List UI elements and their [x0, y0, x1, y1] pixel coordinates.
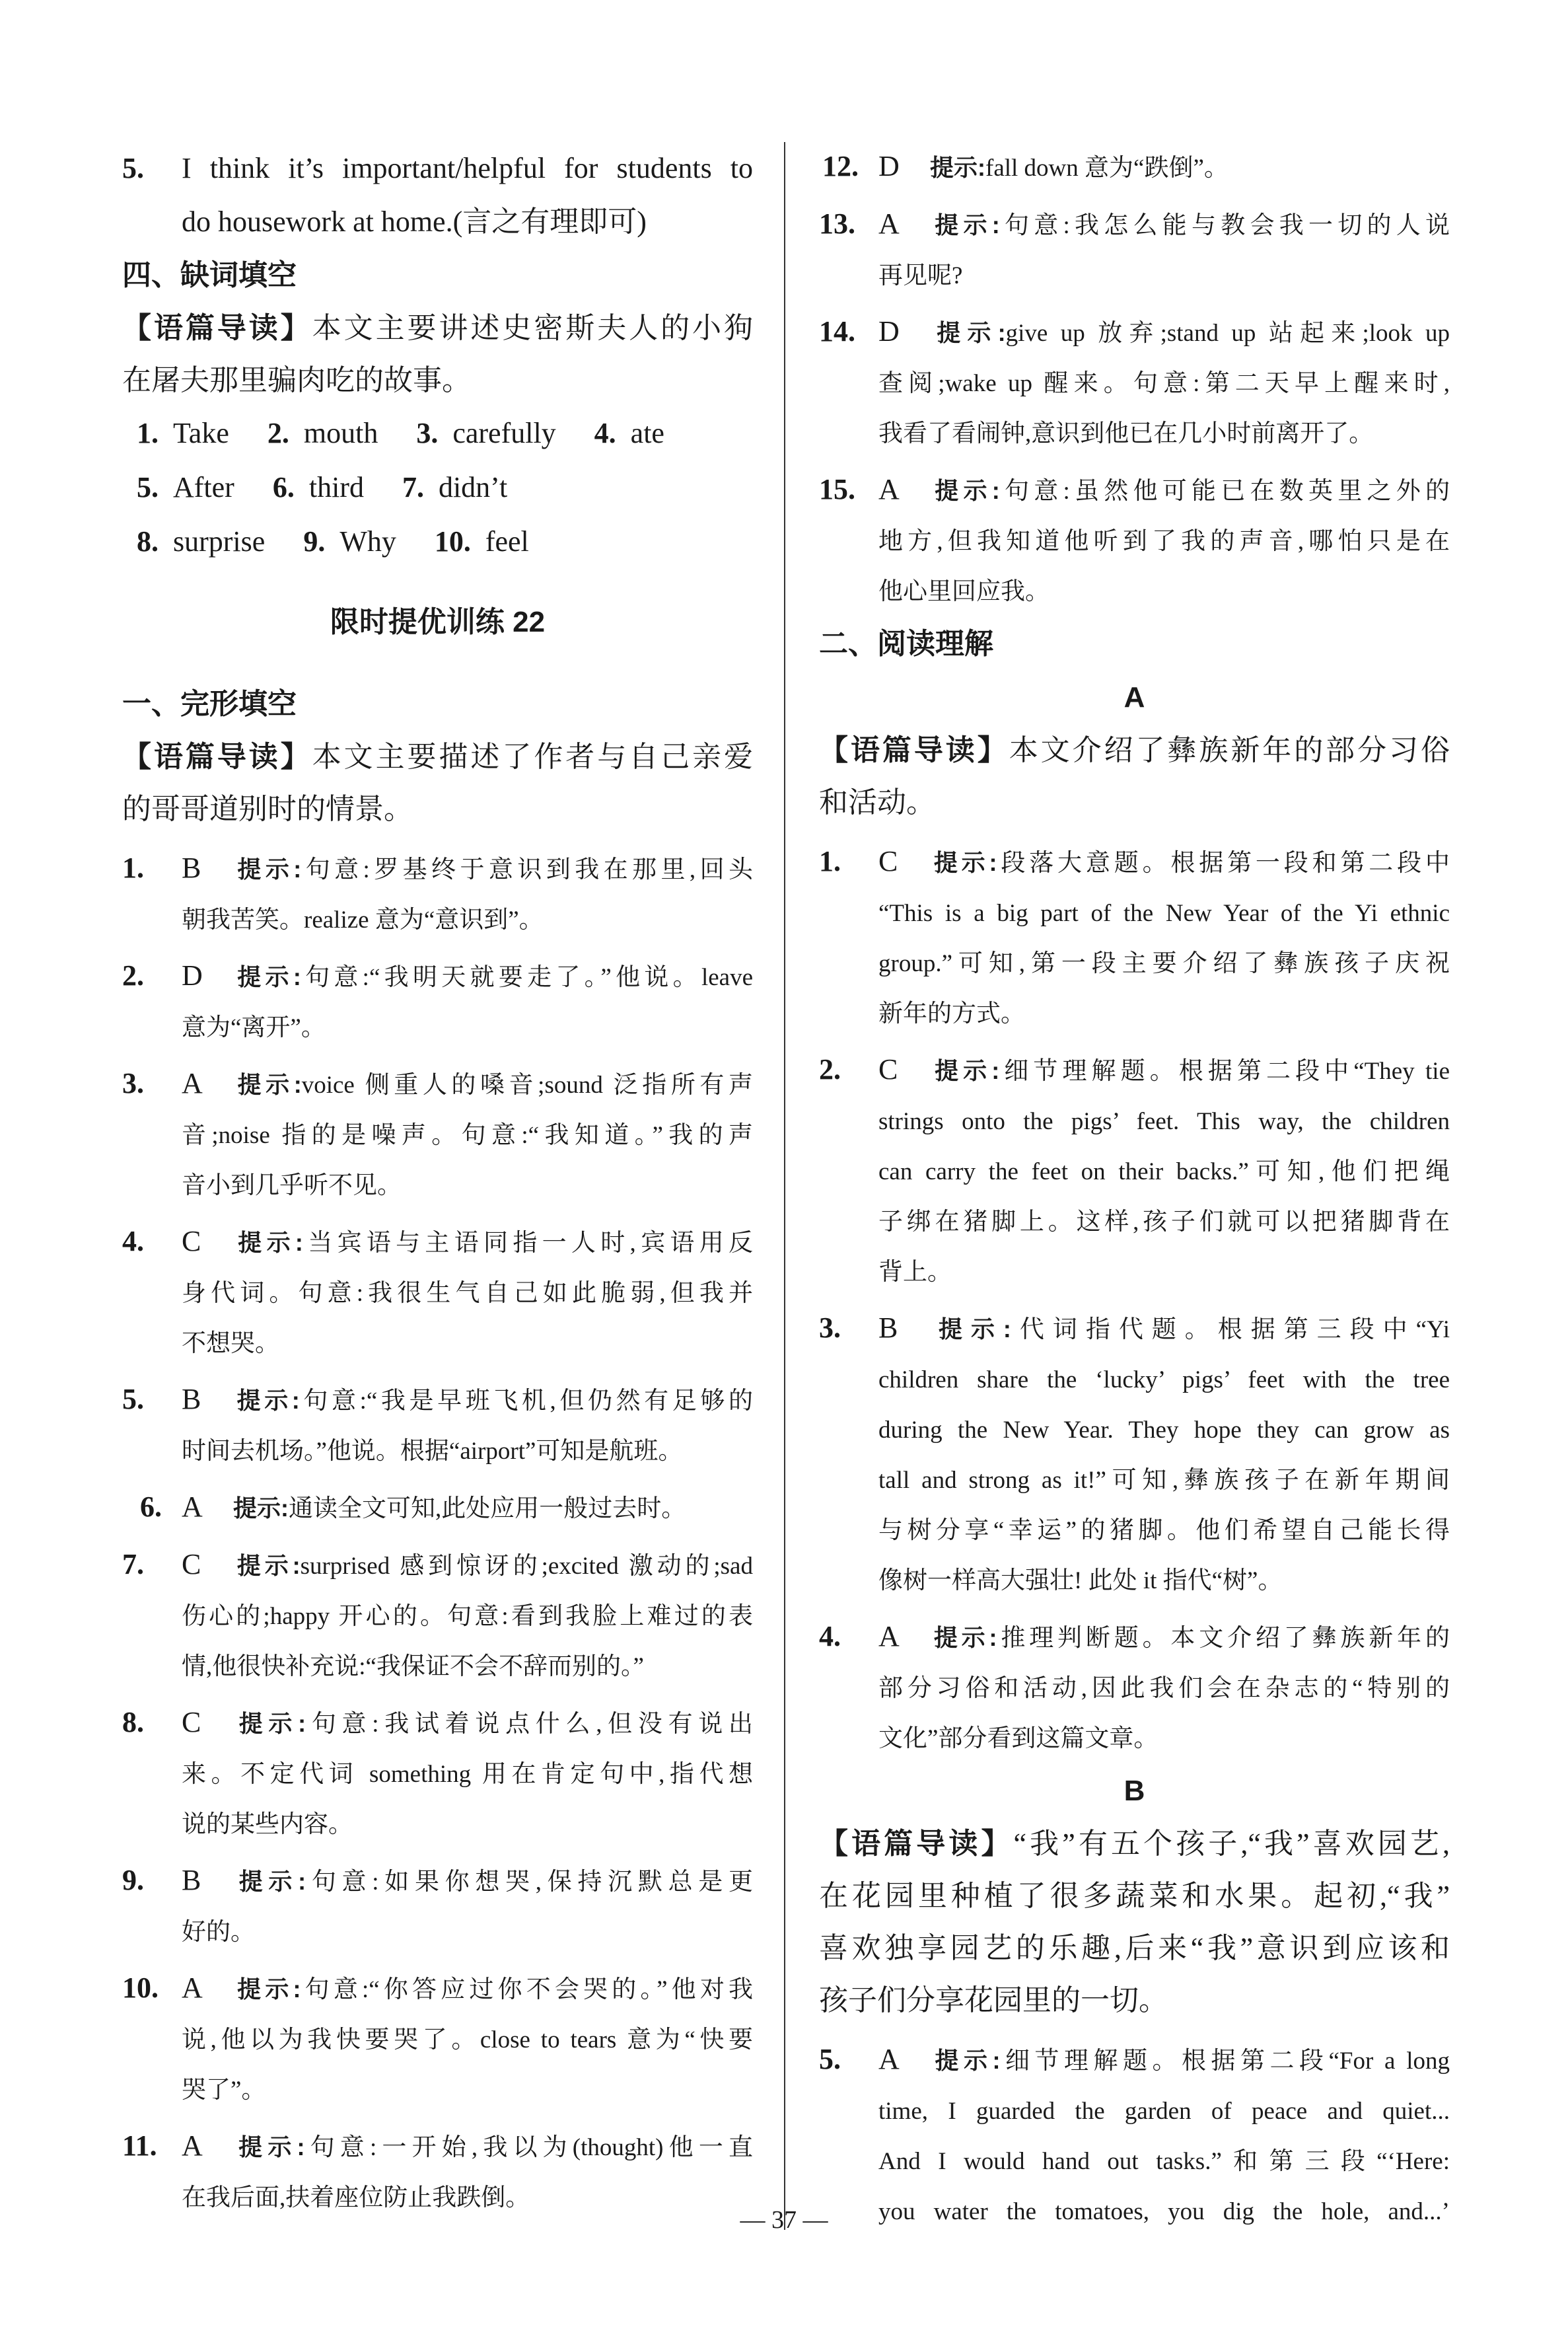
item-text: And I would hand out tasks.”和第三段“‘Here:	[878, 2148, 1450, 2175]
item-line	[819, 2034, 1450, 2086]
item-line	[819, 836, 1450, 889]
item-answer: C	[878, 845, 898, 877]
item-line	[819, 141, 1450, 194]
intro-line	[122, 354, 753, 406]
item-answer: C	[878, 1053, 898, 1086]
item-line	[819, 939, 1450, 989]
item-line	[819, 1247, 1450, 1298]
intro-line	[122, 731, 753, 783]
item-text: surprised 感到惊讶的;excited 激动的;sad	[300, 1553, 753, 1580]
answer-item	[819, 307, 1450, 459]
answer-item	[122, 1963, 753, 2116]
item-line	[122, 1642, 753, 1692]
answer-item	[122, 843, 753, 945]
answer-item	[122, 141, 753, 248]
item-text: 来。不定代词 something 用在肯定句中,指代想	[182, 1761, 753, 1788]
item-answer: D	[878, 150, 900, 182]
answer-row	[122, 406, 753, 461]
item-text: 好的。	[182, 1919, 255, 1946]
item-line	[819, 1405, 1450, 1456]
item-text: 说,他以为我快要哭了。close to tears 意为“快要	[182, 2026, 753, 2053]
item-text: 像树一样高大强壮! 此处 it 指代“树”。	[878, 1567, 1283, 1594]
item-answer: B	[182, 1383, 201, 1415]
intro-text: 本文主要描述了作者与自己亲爱	[312, 741, 754, 773]
answer-number: 10.	[434, 525, 471, 558]
answer-item	[819, 1045, 1450, 1298]
item-answer: D	[182, 959, 203, 992]
item-line	[122, 1058, 753, 1111]
answer-entry	[267, 406, 378, 461]
item-text: 与树分享“幸运”的猪脚。他们希望自己能长得	[878, 1517, 1450, 1544]
item-text: 句意:我试着说点什么,但没有说出	[306, 1711, 753, 1738]
answer-entry	[303, 515, 396, 569]
item-text: 身代词。句意:我很生气自己如此脆弱,但我并	[182, 1280, 753, 1307]
answer-entry	[273, 461, 364, 515]
intro-line	[819, 776, 1450, 829]
item-answer: A	[182, 1972, 203, 2004]
passage-label: A	[1123, 681, 1145, 714]
item-text: 意为“离开”。	[182, 1014, 326, 1041]
item-number: 3.	[122, 1067, 144, 1099]
item-line	[819, 409, 1450, 459]
item-line	[819, 1456, 1450, 1506]
item-line	[819, 251, 1450, 301]
answer-word: feel	[485, 525, 529, 558]
item-line	[122, 1426, 753, 1477]
item-line	[122, 951, 753, 1003]
item-text: 他心里回应我。	[878, 578, 1050, 605]
item-text: 查阅;wake up 醒来。句意:第二天早上醒来时,	[878, 370, 1450, 397]
answer-entry	[435, 515, 529, 569]
answer-item	[122, 1216, 753, 1369]
item-line	[819, 464, 1450, 517]
hint-label: 提示:	[233, 1710, 306, 1737]
item-number: 11.	[122, 2129, 157, 2162]
item-line	[819, 1045, 1450, 1097]
item-line	[122, 2121, 753, 2173]
item-number: 13.	[819, 207, 855, 240]
section-heading: 二、阅读理解	[819, 628, 993, 660]
item-number: 5.	[122, 152, 144, 184]
left-column	[122, 141, 753, 2223]
answer-item	[819, 199, 1450, 301]
hint-label: 提示:	[233, 963, 301, 990]
item-text: “This is a big part of the New Year of the Yi ethnic	[878, 900, 1450, 927]
item-answer: C	[182, 1706, 201, 1738]
item-text: 推理判断题。本文介绍了彝族新年的	[997, 1625, 1450, 1652]
item-line	[819, 517, 1450, 567]
item-text: 通读全文可知,此处应用一般过去时。	[289, 1495, 686, 1522]
item-text: 代词指代题。根据第三段中“Yi	[1011, 1316, 1450, 1343]
item-text: 音小到几乎听不见。	[182, 1172, 402, 1199]
intro-label: 【语篇导读】	[819, 1827, 1014, 1860]
item-line	[122, 1111, 753, 1161]
item-text: 句意:一开始,我以为(thought)他一直	[304, 2134, 753, 2161]
answer-number: 4.	[594, 417, 616, 449]
item-text: give up 放弃;stand up 站起来;look up	[1005, 320, 1450, 347]
intro-line	[122, 783, 753, 835]
intro-line	[819, 1974, 1450, 2026]
item-text: 当宾语与主语同指一人时,宾语用反	[303, 1230, 753, 1257]
item-line	[122, 1003, 753, 1053]
item-line	[819, 2137, 1450, 2187]
item-text: children share the ‘lucky’ pigs’ feet with the tree	[878, 1366, 1450, 1393]
item-text: voice 侧重人的嗓音;sound 泛指所有声	[301, 1072, 753, 1099]
answer-item	[819, 464, 1450, 617]
answer-item	[122, 1482, 753, 1534]
item-line	[122, 1855, 753, 1907]
item-text: 情,他很快补充说:“我保证不会不辞而别的。”	[182, 1653, 644, 1680]
item-line	[122, 1800, 753, 1850]
answer-number: 9.	[303, 525, 326, 558]
item-answer: D	[878, 315, 900, 348]
answer-word: mouth	[303, 417, 378, 449]
item-line	[819, 1714, 1450, 1764]
item-text: 我看了看闹钟,意识到他已在几小时前离开了。	[878, 420, 1374, 447]
intro-text: 在花园里种植了很多蔬菜和水果。起初,“我”	[819, 1880, 1450, 1912]
answer-word: carefully	[452, 417, 556, 449]
answer-entry	[416, 406, 555, 461]
answer-number: 2.	[267, 417, 289, 449]
item-answer: B	[182, 1864, 201, 1896]
hint-label: 提示:	[930, 154, 985, 181]
page-number: — 37 —	[740, 2206, 828, 2234]
item-text: 文化”部分看到这篇文章。	[878, 1725, 1158, 1752]
intro-text: 孩子们分享花园里的一切。	[819, 1984, 1168, 2016]
hint-label: 提示:	[930, 1315, 1011, 1343]
item-number: 9.	[122, 1864, 144, 1896]
item-number: 3.	[819, 1311, 841, 1344]
item-text: 句意:“你答应过你不会哭的。”他对我	[301, 1976, 753, 2003]
item-text: 句意:“我是早班飞机,但仍然有足够的	[299, 1387, 753, 1415]
item-line	[122, 1750, 753, 1800]
item-number: 5.	[122, 1383, 144, 1415]
item-number: 1.	[819, 845, 841, 877]
item-number: 12.	[822, 150, 859, 182]
answer-number: 8.	[137, 525, 159, 558]
hint-label: 提示:	[930, 2047, 1001, 2074]
item-number: 6.	[140, 1491, 162, 1523]
item-text: 句意:虽然他可能已在数英里之外的	[999, 478, 1450, 505]
item-text: strings onto the pigs’ feet. This way, the children	[878, 1108, 1450, 1135]
item-answer: A	[878, 473, 900, 505]
item-number: 2.	[122, 959, 144, 992]
intro-text: 在屠夫那里骗肉吃的故事。	[122, 364, 471, 396]
item-text: group.”可知,第一段主要介绍了彝族孩子庆祝	[878, 950, 1450, 977]
hint-label: 提示:	[233, 1229, 303, 1256]
item-answer: A	[182, 1491, 203, 1523]
answer-word: ate	[630, 417, 664, 449]
item-number: 5.	[819, 2043, 841, 2075]
intro-text: 和活动。	[819, 786, 935, 819]
item-line	[819, 1664, 1450, 1714]
item-line	[122, 2015, 753, 2065]
item-line	[122, 1539, 753, 1592]
answer-item	[819, 836, 1450, 1039]
hint-label: 提示:	[233, 1387, 300, 1414]
item-text: 不想哭。	[182, 1330, 279, 1357]
intro-label: 【语篇导读】	[819, 734, 1009, 766]
item-text: 细节理解题。根据第二段中“They tie	[999, 1058, 1450, 1085]
item-number: 10.	[122, 1972, 159, 2004]
answer-word: Why	[339, 525, 396, 558]
passage-intro	[122, 731, 753, 835]
answer-item	[122, 1697, 753, 1850]
passage-intro	[122, 302, 753, 406]
item-text: 句意:我怎么能与教会我一切的人说	[999, 212, 1450, 239]
item-text: 段落大意题。根据第一段和第二段中	[997, 850, 1450, 877]
answer-item	[122, 951, 753, 1053]
item-number: 8.	[122, 1706, 144, 1738]
item-line	[819, 889, 1450, 939]
item-number: 15.	[819, 473, 855, 505]
item-line	[122, 1963, 753, 2015]
answer-number: 6.	[272, 471, 295, 503]
item-text: do housework at home.(言之有理即可)	[182, 205, 647, 238]
section-heading: 一、完形填空	[122, 688, 297, 720]
item-line	[122, 843, 753, 895]
hint-label: 提示:	[233, 2133, 305, 2160]
intro-line	[819, 1818, 1450, 1870]
item-number: 4.	[819, 1620, 841, 1652]
item-text: 说的某些内容。	[182, 1811, 353, 1838]
item-text: 再见呢?	[878, 262, 963, 289]
item-answer: A	[182, 1067, 203, 1099]
item-line	[819, 1303, 1450, 1355]
hint-label: 提示:	[930, 849, 997, 876]
hint-label: 提示:	[930, 1057, 1000, 1084]
item-answer: A	[182, 2129, 203, 2162]
answer-item	[122, 1374, 753, 1477]
item-line	[819, 1556, 1450, 1606]
item-text: fall down 意为“跌倒”。	[985, 155, 1229, 182]
item-line	[819, 1355, 1450, 1405]
intro-line	[819, 1922, 1450, 1974]
item-answer: C	[182, 1225, 201, 1257]
answer-word: didn’t	[438, 471, 508, 503]
right-column	[819, 141, 1450, 2237]
item-line	[819, 567, 1450, 617]
page-section-title: 限时提优训练 22	[330, 606, 546, 638]
item-line	[819, 1147, 1450, 1197]
item-text: 哭了”。	[182, 2077, 266, 2104]
item-number: 2.	[819, 1053, 841, 1086]
item-line	[819, 307, 1450, 359]
item-line	[122, 1374, 753, 1426]
item-line	[122, 895, 753, 945]
hint-label: 提示:	[930, 1624, 997, 1651]
answer-item	[819, 1611, 1450, 1764]
item-number: 1.	[122, 852, 144, 884]
item-line	[122, 141, 753, 195]
item-line	[122, 1482, 753, 1534]
item-text: 朝我苦笑。realize 意为“意识到”。	[182, 906, 544, 934]
item-text: 句意:如果你想哭,保持沉默总是更	[306, 1868, 753, 1896]
item-answer: B	[878, 1311, 898, 1344]
item-line	[122, 1907, 753, 1958]
answer-row	[122, 461, 753, 515]
answer-number: 5.	[137, 471, 159, 503]
item-text: 地方,但我知道他听到了我的声音,哪怕只是在	[878, 528, 1450, 555]
answer-entry	[137, 461, 234, 515]
item-text: 时间去机场。”他说。根据“airport”可知是航班。	[182, 1438, 683, 1465]
item-number: 4.	[122, 1225, 144, 1257]
item-text: I think it’s important/helpful for students to	[182, 152, 753, 184]
item-line	[122, 2065, 753, 2116]
item-line	[819, 1611, 1450, 1664]
item-answer: B	[182, 852, 201, 884]
intro-line	[819, 724, 1450, 776]
answer-row	[122, 515, 753, 569]
answer-word: third	[308, 471, 364, 503]
passage-intro	[819, 1818, 1450, 2026]
intro-line	[122, 302, 753, 354]
item-text: 在我后面,扶着座位防止我跌倒。	[182, 2184, 530, 2211]
answer-item	[122, 1058, 753, 1211]
item-text: time, I guarded the garden of peace and quiet...	[878, 2098, 1450, 2125]
answer-word: After	[173, 471, 234, 503]
hint-label: 提示:	[233, 1071, 302, 1098]
answer-word: Take	[173, 417, 229, 449]
answer-entry	[137, 406, 229, 461]
intro-label: 【语篇导读】	[122, 741, 312, 773]
intro-text: 本文主要讲述史密斯夫人的小狗	[312, 312, 754, 344]
hint-label: 提示:	[233, 1868, 306, 1895]
item-line	[819, 2086, 1450, 2137]
answer-item	[819, 1303, 1450, 1606]
item-line	[819, 1197, 1450, 1247]
answer-word: surprise	[173, 525, 266, 558]
item-text: tall and strong as it!”可知,彝族孩子在新年期间	[878, 1467, 1450, 1494]
item-text: 背上。	[878, 1259, 952, 1286]
item-text: 句意:罗基终于意识到我在那里,回头	[301, 856, 753, 883]
column-divider	[784, 142, 785, 2230]
item-line	[122, 1697, 753, 1750]
answer-number: 3.	[416, 417, 439, 449]
item-text: 细节理解题。根据第二段“For a long	[1000, 2048, 1450, 2075]
item-line	[122, 1216, 753, 1269]
item-answer: A	[878, 1620, 900, 1652]
answer-item	[122, 1539, 753, 1692]
item-number: 14.	[819, 315, 855, 348]
hint-label: 提示:	[233, 1552, 301, 1579]
item-line	[122, 195, 753, 248]
item-line	[819, 359, 1450, 409]
answer-number: 1.	[137, 417, 159, 449]
answer-item	[819, 141, 1450, 194]
item-number: 7.	[122, 1548, 144, 1580]
item-line	[819, 989, 1450, 1039]
item-line	[122, 1319, 753, 1369]
hint-label: 提示:	[233, 1975, 301, 2003]
item-text: 新年的方式。	[878, 1000, 1025, 1027]
item-answer: A	[878, 2043, 900, 2075]
item-line	[122, 1161, 753, 1211]
hint-label: 提示:	[930, 211, 1000, 239]
item-line	[819, 1097, 1450, 1147]
passage-label: B	[1123, 1775, 1145, 1807]
item-text: during the New Year. They hope they can grow as	[878, 1417, 1450, 1444]
item-text: 音;noise 指的是噪声。句意:“我知道。”我的声	[182, 1122, 753, 1149]
answer-item	[122, 1855, 753, 1958]
item-line	[122, 1269, 753, 1319]
item-text: 句意:“我明天就要走了。”他说。leave	[301, 964, 754, 991]
hint-label: 提示:	[930, 477, 1000, 504]
answer-list	[122, 406, 753, 569]
item-text: 伤心的;happy 开心的。句意:看到我脸上难过的表	[182, 1603, 753, 1630]
hint-label: 提示:	[233, 1495, 289, 1522]
hint-label: 提示:	[233, 856, 302, 883]
passage-intro	[819, 724, 1450, 829]
hint-label: 提示:	[930, 319, 1006, 346]
answer-number: 7.	[402, 471, 424, 503]
item-text: 子绑在猪脚上。这样,孩子们就可以把猪脚背在	[878, 1208, 1450, 1236]
item-line	[122, 1592, 753, 1642]
item-text: can carry the feet on their backs.”可知,他们把绳	[878, 1158, 1450, 1185]
section-heading: 四、缺词填空	[122, 259, 297, 291]
intro-text: 喜欢独享园艺的乐趣,后来“我”意识到应该和	[819, 1932, 1450, 1964]
item-text: you water the tomatoes, you dig the hole, and...’	[878, 2198, 1450, 2225]
item-line	[819, 199, 1450, 251]
intro-text: “我”有五个孩子,“我”喜欢园艺,	[1013, 1827, 1450, 1860]
intro-text: 本文介绍了彝族新年的部分习俗	[1009, 734, 1450, 766]
answer-entry	[402, 461, 507, 515]
intro-label: 【语篇导读】	[122, 312, 312, 344]
answer-entry	[137, 515, 265, 569]
answer-entry	[594, 406, 664, 461]
intro-text: 的哥哥道别时的情景。	[122, 793, 413, 825]
item-line	[819, 1506, 1450, 1556]
item-answer: C	[182, 1548, 201, 1580]
item-text: 部分习俗和活动,因此我们会在杂志的“特别的	[878, 1675, 1450, 1702]
intro-line	[819, 1870, 1450, 1922]
item-answer: A	[878, 207, 900, 240]
